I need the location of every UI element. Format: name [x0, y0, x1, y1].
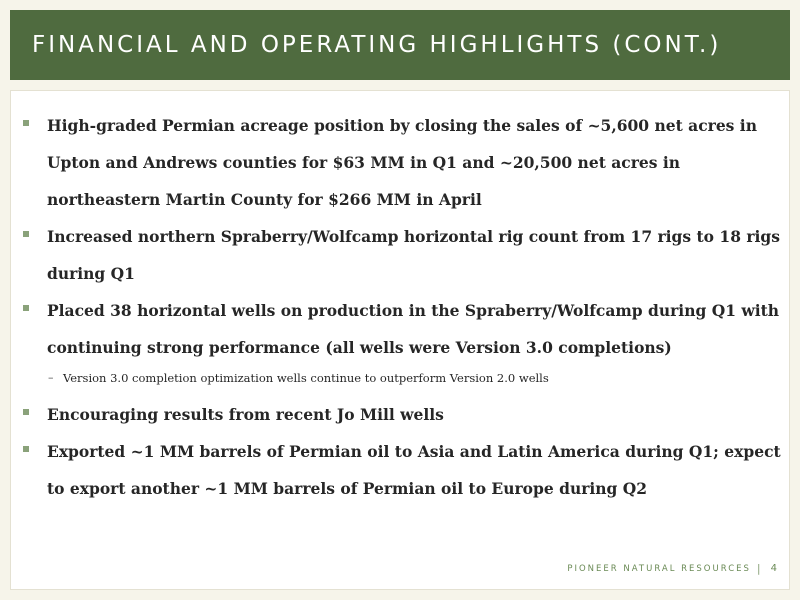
square-bullet-icon [23, 446, 29, 452]
footer-separator: | [756, 562, 763, 575]
page-title: FINANCIAL AND OPERATING HIGHLIGHTS (CONT.) [32, 32, 722, 58]
bullet-list [23, 107, 781, 507]
page-number: 4 [770, 563, 777, 574]
content-panel [10, 90, 790, 590]
bullet-text: High-graded Permian acreage position by closing the sales of ~5,600 net acres in Upton and Andrews counties for $63 MM in Q1 and ~20,500 net acres in northeastern Martin County for $266 MM in April [47, 116, 757, 209]
dash-bullet-icon: – [48, 371, 54, 384]
square-bullet-icon [23, 120, 29, 126]
square-bullet-icon [23, 231, 29, 237]
square-bullet-icon [23, 409, 29, 415]
bullet-text: Exported ~1 MM barrels of Permian oil to Asia and Latin America during Q1; expect to export another ~1 MM barrels of Permian oil to Europe during Q2 [47, 442, 781, 498]
title-banner [10, 10, 790, 80]
bullet-text: Placed 38 horizontal wells on production in the Spraberry/Wolfcamp during Q1 with continuing strong performance (all wells were Version 3.0 completions) [47, 301, 780, 357]
list-item [23, 433, 781, 507]
list-item [23, 292, 781, 366]
square-bullet-icon [23, 305, 29, 311]
list-item [23, 218, 781, 292]
sub-list-item [23, 364, 781, 392]
sub-bullet-text: Version 3.0 completion optimization wells continue to outperform Version 2.0 wells [63, 371, 549, 385]
company-name: PIONEER NATURAL RESOURCES [567, 563, 751, 574]
list-item [23, 107, 781, 218]
footer [567, 562, 777, 575]
bullet-text: Encouraging results from recent Jo Mill wells [47, 405, 444, 424]
list-item [23, 396, 781, 433]
bullet-text: Increased northern Spraberry/Wolfcamp horizontal rig count from 17 rigs to 18 rigs during Q1 [47, 227, 780, 283]
